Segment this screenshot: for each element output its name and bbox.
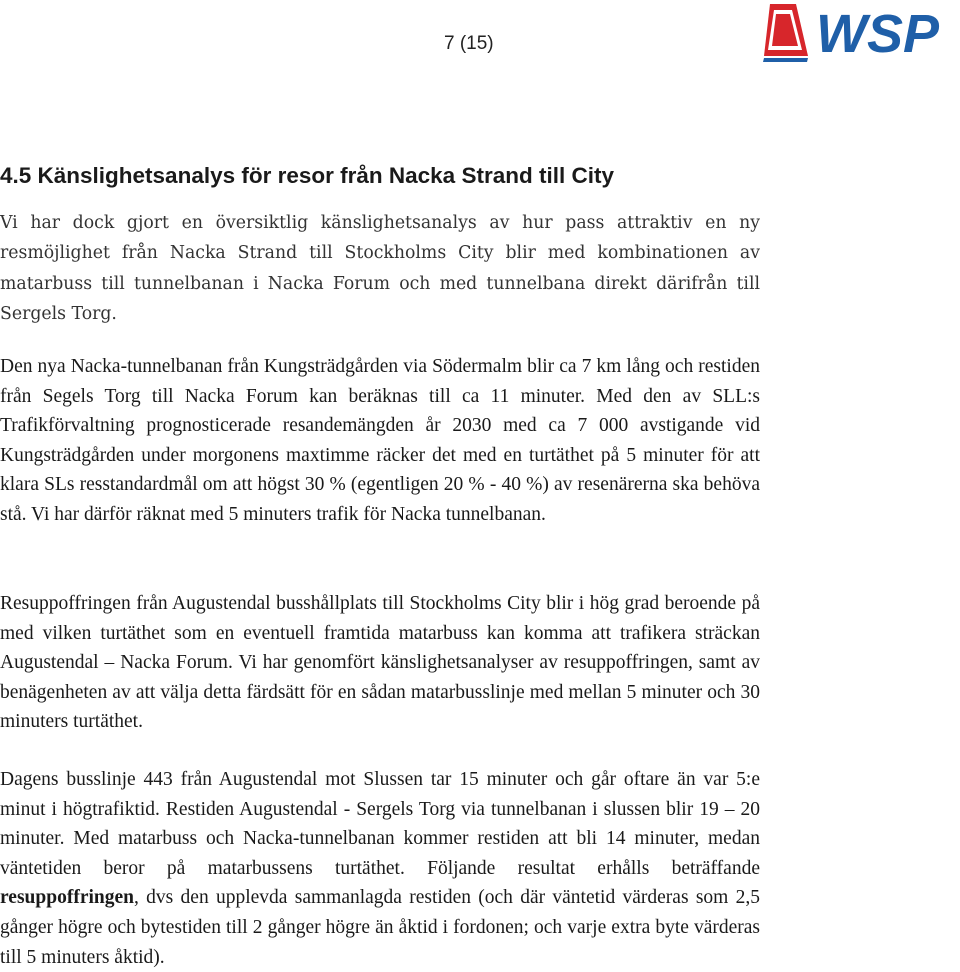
logo-wordmark: WSP: [816, 4, 940, 62]
paragraph-4-bold-term: resuppoffringen: [0, 887, 134, 909]
paragraph-4-text-start: Dagens busslinje 443 från Augustendal mot Slussen tar 15 minuter och går oftare än var 5:e minut i högtrafiktid. Restiden Augustendal - Sergels Torg via tunnelbanan i slussen blir 19 – 20 minuter. Med matarbuss och Nacka-tunnelbanan kommer restiden att bli 14 minuter, medan väntetiden beror på matarbussens turtäthet. Följande resultat erhålls beträffande: [0, 769, 760, 879]
section-heading: 4.5 Känslighetsanalys för resor från Nacka Strand till City: [0, 163, 614, 188]
paragraph-3: Resuppoffringen från Augustendal busshållplats till Stockholms City blir i hög grad beroende på med vilken turtäthet som en eventuell framtida matarbuss kan komma att trafikera sträckan Augustendal – Nacka Forum. Vi har genomfört känslighetsanalyser av resuppoffringen, samt av benägenheten av att välja detta färdsätt för en sådan matarbusslinje med mellan 5 minuter och 30 minuters turtäthet.: [0, 593, 760, 733]
wsp-logo: [762, 0, 960, 62]
logo-emblem: [763, 4, 808, 62]
paragraph-4: [0, 765, 760, 972]
page-number: 7 (15): [444, 33, 494, 54]
paragraph-2: Den nya Nacka-tunnelbanan från Kungsträdgården via Södermalm blir ca 7 km lång och restiden från Segels Torg till Nacka Forum kan beräknas till ca 11 minuter. Med den av SLL:s Trafikförvaltning prognosticerade resandemängden år 2030 med ca 7 000 avstigande vid Kungsträdgården under morgonens maxtimme räcker det med en turtäthet på 5 minuter för att klara SLs resstandardmål om att högst 30 % (egentligen 20 % - 40 %) av resenärerna ska behöva stå. Vi har därför räknat med 5 minuters trafik för Nacka tunnelbanan.: [0, 356, 760, 525]
paragraph-4-text-end: , dvs den upplevda sammanlagda restiden (och där väntetid värderas som 2,5 gånger högre och bytestiden till 2 gånger högre än åktid i fordonen; och varje extra byte värderas till 5 minuters åktid).: [0, 887, 760, 968]
paragraph-1: Vi har dock gjort en översiktlig känslighetsanalys av hur pass attraktiv en ny resmöjlighet från Nacka Strand till Stockholms City blir med kombinationen av matarbuss till tunnelbanan i Nacka Forum och med tunnelbana direkt därifrån till Sergels Torg.: [0, 213, 760, 324]
